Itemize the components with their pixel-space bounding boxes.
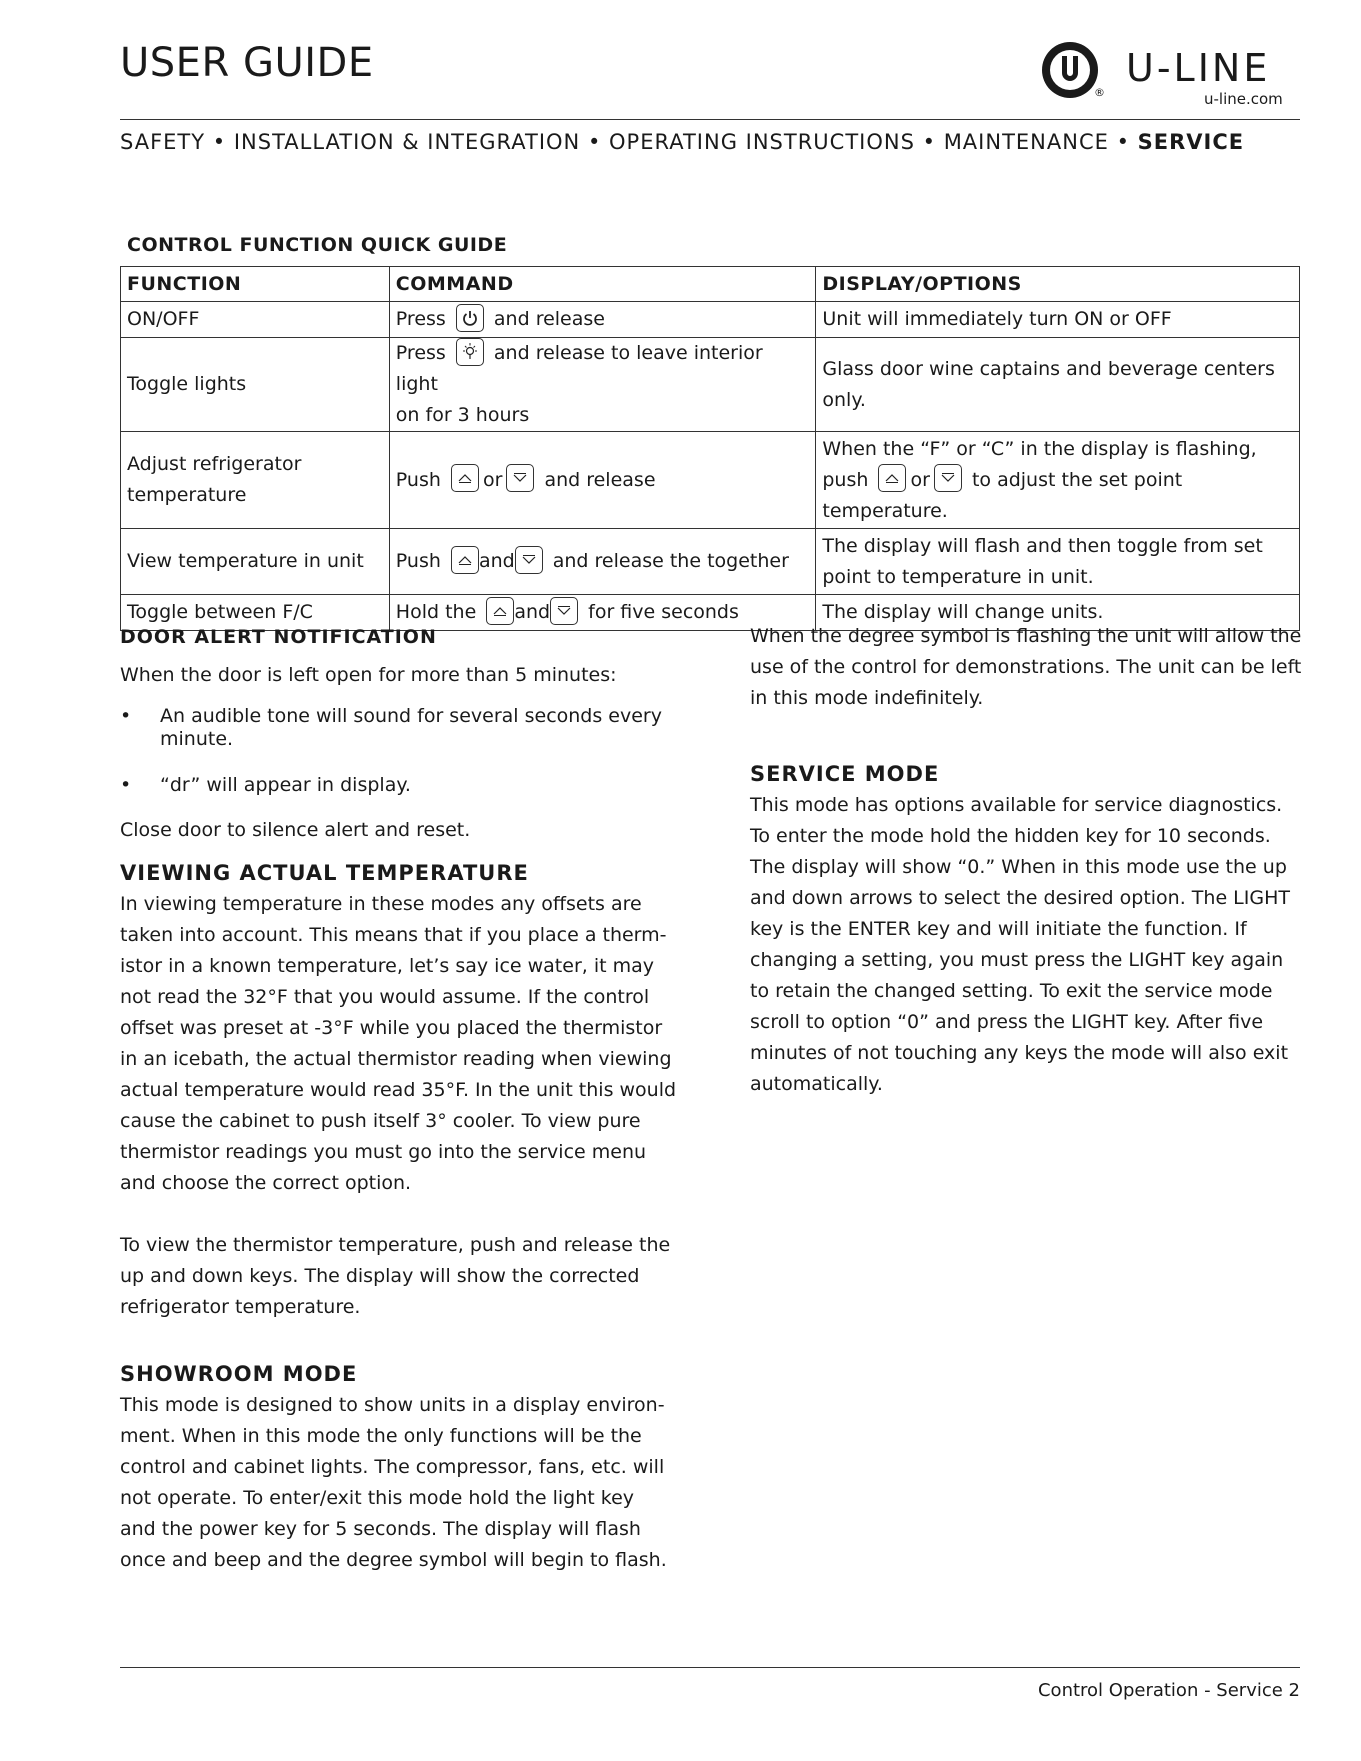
text-line: to retain the changed setting. To exit the service mode [750,980,1273,1002]
section-breadcrumb [120,130,1244,154]
cell-function: Toggle between F/C [121,595,390,631]
up-arrow-key-icon [451,546,479,574]
viewing-paragraph-1 [120,889,680,1199]
down-arrow-key-icon [506,464,534,492]
showroom-paragraph [120,1390,680,1576]
table-title: CONTROL FUNCTION QUICK GUIDE [127,234,508,256]
header-function: FUNCTION [121,267,390,302]
text-line: taken into account. This means that if you place a therm- [120,924,667,946]
text-line: refrigerator temperature. [120,1296,361,1318]
table-row [121,302,1300,338]
text-line: automatically. [750,1073,883,1095]
command-text: Push [395,468,441,491]
cell-command [389,432,816,529]
cell-display: Unit will immediately turn ON or OFF [816,302,1300,338]
text-line: use of the control for demonstrations. The unit can be left [750,656,1302,678]
table-header-row [121,267,1300,302]
text-line: istor in a known temperature, let’s say ice water, it may [120,955,654,977]
command-text: and release [493,308,605,330]
control-quick-guide-table [120,266,1300,631]
cell-function: Toggle lights [121,338,390,432]
display-text: When the “F” or “C” in the display is flashing, [822,437,1257,460]
text-line: and down arrows to select the desired option. The LIGHT [750,887,1290,909]
nav-separator: • [212,130,227,154]
table-row [121,529,1300,595]
nav-separator: • [1116,130,1130,154]
up-arrow-key-icon [486,597,514,625]
door-alert-outro: Close door to silence alert and reset. [120,819,471,841]
command-text: and [478,550,515,572]
up-arrow-key-icon [451,464,479,492]
logo-wordmark: U-LINE [1126,46,1271,90]
text-line: To view the thermistor temperature, push and release the [120,1234,671,1256]
text-line: thermistor readings you must go into the service menu [120,1141,647,1163]
command-text: and release the together [552,550,789,572]
display-text: to adjust the set point [971,468,1183,491]
command-text: Press [395,342,446,364]
bullet-mark: • [120,705,132,727]
text-line: The display will show “0.” When in this mode use the up [750,856,1287,878]
down-arrow-key-icon [515,546,543,574]
header-command: COMMAND [389,267,816,302]
display-text: temperature. [822,499,948,522]
text-line: not read the 32°F that you would assume. If the control [120,986,650,1008]
text-line: When the degree symbol is flashing the unit will allow the [750,625,1302,647]
cell-display: Glass door wine captains and beverage centers only. [816,338,1300,432]
down-arrow-key-icon [934,464,962,492]
cell-function: ON/OFF [121,302,390,338]
logo-url: u-line.com [1204,90,1283,108]
text-line: not operate. To enter/exit this mode hold the light key [120,1487,635,1509]
text-line: once and beep and the degree symbol will begin to flash. [120,1549,667,1571]
right-column [750,621,1310,1100]
cell-command [389,302,816,338]
cell-command [389,338,816,432]
display-text: or [910,468,930,491]
text-line: in an icebath, the actual thermistor reading when viewing [120,1048,672,1070]
power-key-icon [456,304,484,332]
text-line: minutes of not touching any keys the mode will also exit [750,1042,1289,1064]
text-line: actual temperature would read 35°F. In the unit this would [120,1079,677,1101]
cell-function: View temperature in unit [121,529,390,595]
nav-item-operating[interactable]: OPERATING INSTRUCTIONS [609,130,915,154]
list-item [120,774,680,797]
header-divider [120,119,1300,120]
table-row [121,432,1300,529]
viewing-paragraph-2 [120,1230,680,1323]
command-text: on for 3 hours [395,404,530,426]
text-line: ment. When in this mode the only functions will be the [120,1425,642,1447]
text-line: This mode is designed to show units in a display environ- [120,1394,665,1416]
document-title: USER GUIDE [120,40,374,86]
cell-display: The display will change units. [816,595,1300,631]
command-text: for five seconds [588,601,739,623]
text-line: This mode has options available for service diagnostics. [750,794,1283,816]
bullet-text: An audible tone will sound for several seconds every minute. [160,705,662,750]
page-footer: Control Operation - Service 2 [1037,1680,1300,1701]
nav-item-safety[interactable]: SAFETY [120,130,206,154]
text-line: in this mode indefinitely. [750,687,984,709]
left-column [120,622,680,1576]
display-text: push [822,468,869,491]
command-text: and [514,601,551,623]
text-line: In viewing temperature in these modes any offsets are [120,893,642,915]
text-line: and choose the correct option. [120,1172,412,1194]
cell-function: Adjust refrigerator temperature [121,432,390,529]
service-heading: SERVICE MODE [750,762,940,786]
command-text: Press [395,308,446,330]
command-text: and release to leave interior light [395,342,763,395]
text-line: key is the ENTER key and will initiate the function. If [750,918,1247,940]
nav-separator: • [587,130,602,154]
service-paragraph [750,790,1310,1100]
door-alert-intro: When the door is left open for more than 5 minutes: [120,664,617,686]
table-row [121,338,1300,432]
text-line: up and down keys. The display will show the corrected [120,1265,640,1287]
text-line: and the power key for 5 seconds. The display will flash [120,1518,641,1540]
cell-display: The display will flash and then toggle from set point to temperature in unit. [816,529,1300,595]
text-line: offset was preset at -3°F while you placed the thermistor [120,1017,663,1039]
nav-item-installation[interactable]: INSTALLATION & INTEGRATION [233,130,581,154]
nav-separator: • [922,130,936,154]
showroom-continued [750,621,1310,714]
command-text: Push [395,550,441,572]
command-text: or [482,468,503,491]
header-display: DISPLAY/OPTIONS [816,267,1300,302]
nav-item-maintenance[interactable]: MAINTENANCE [943,130,1109,154]
footer-divider [120,1667,1300,1668]
command-text: and release [544,468,656,491]
text-line: To enter the mode hold the hidden key for 10 seconds. [750,825,1271,847]
registered-mark: ® [1094,86,1105,99]
nav-item-service[interactable]: SERVICE [1137,130,1245,154]
bullet-text: “dr” will appear in display. [160,774,411,796]
command-text: Hold the [395,601,477,623]
showroom-heading: SHOWROOM MODE [120,1362,358,1386]
down-arrow-key-icon [550,597,578,625]
cell-command [389,529,816,595]
text-line: changing a setting, you must press the LIGHT key again [750,949,1284,971]
light-key-icon [456,338,484,366]
cell-display [816,432,1300,529]
up-arrow-key-icon [878,464,906,492]
list-item [120,705,680,751]
text-line: control and cabinet lights. The compressor, fans, etc. will [120,1456,665,1478]
viewing-heading: VIEWING ACTUAL TEMPERATURE [120,861,529,885]
text-line: scroll to option “0” and press the LIGHT key. After five [750,1011,1264,1033]
text-line: cause the cabinet to push itself 3° cooler. To view pure [120,1110,641,1132]
bullet-mark: • [120,774,132,796]
door-alert-heading: DOOR ALERT NOTIFICATION [120,626,437,648]
u-line-logo-icon [1040,40,1100,100]
